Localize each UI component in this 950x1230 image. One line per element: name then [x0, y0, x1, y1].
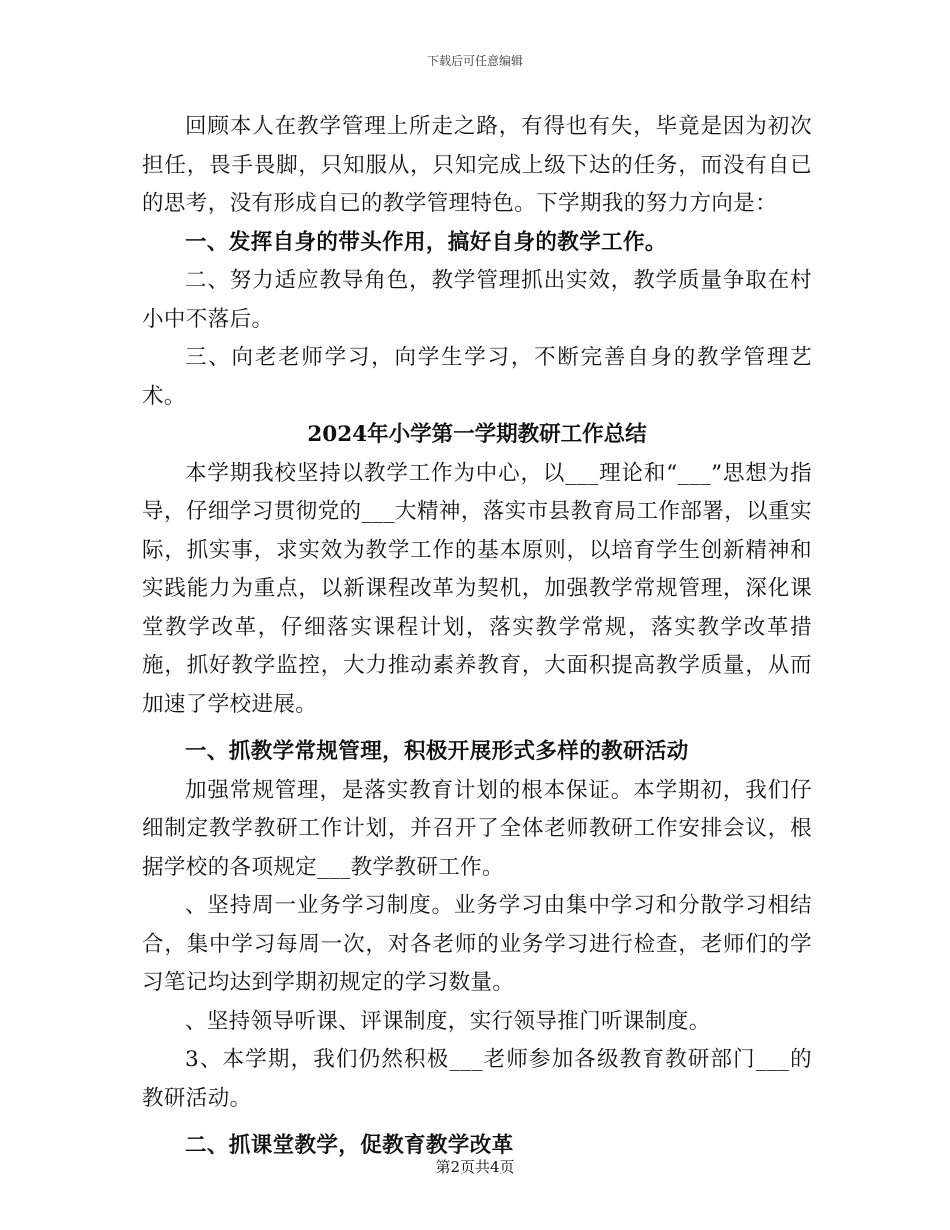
goal-item-2: 二、努力适应教导角色，教学管理抓出实效，教学质量争取在村小中不落后。 — [142, 268, 812, 332]
section-heading-1: 一、抓教学常规管理，积极开展形式多样的教研活动 — [185, 739, 689, 764]
document-body — [142, 108, 812, 1166]
paragraph-review: 回顾本人在教学管理上所走之路，有得也有失，毕竟是因为初次担任，畏手畏脚，只知服从，只知完成上级下达的任务，而没有自已的思考，没有形成自已的教学管理特色。下学期我的努力方向是： — [142, 114, 812, 216]
goal-heading-1: 一、发挥自身的带头作用，搞好自身的教学工作。 — [185, 229, 667, 255]
paragraph-activities: 3、本学期，我们仍然积极___老师参加各级教育教研部门___的教研活动。 — [142, 1047, 812, 1111]
paragraph-intro: 本学期我校坚持以教学工作为中心，以___理论和“___”思想为指导，仔细学习贯彻党的___大精神，落实市县教育局工作部署，以重实际，抓实事，求实效为教学工作的基本原则，以培育学生创新精神和实践能力为重点，以新课程改革为契机，加强教学常规管理，深化课堂教学改革，仔细落实课程计划，落实教学常规，落实教学改革措施，抓好教学监控，大力推动素养教育，大面积提高教学质量，从而加速了学校进展。 — [142, 460, 812, 717]
document-title: 2024年小学第一学期教研工作总结 — [307, 422, 647, 447]
paragraph-lesson-observation: 、坚持领导听课、评课制度，实行领导推门听课制度。 — [185, 1008, 711, 1034]
goal-item-3: 三、向老老师学习，向学生学习，不断完善自身的教学管理艺术。 — [142, 345, 812, 409]
section-heading-2: 二、抓课堂教学，促教育教学改革 — [185, 1133, 514, 1158]
paragraph-routine: 加强常规管理，是落实教育计划的根本保证。本学期初，我们仔细制定教学教研工作计划，并召开了全体老师教研工作安排会议，根据学校的各项规定___教学教研工作。 — [142, 777, 812, 880]
paragraph-study-system: 、坚持周一业务学习制度。业务学习由集中学习和分散学习相结合，集中学习每周一次，对各老师的业务学习进行检查，老师们的学习笔记均达到学期初规定的学习数量。 — [142, 893, 812, 995]
page-header: 下载后可任意编辑 — [426, 54, 523, 68]
page-footer: 第2页共4页 — [435, 1158, 515, 1176]
